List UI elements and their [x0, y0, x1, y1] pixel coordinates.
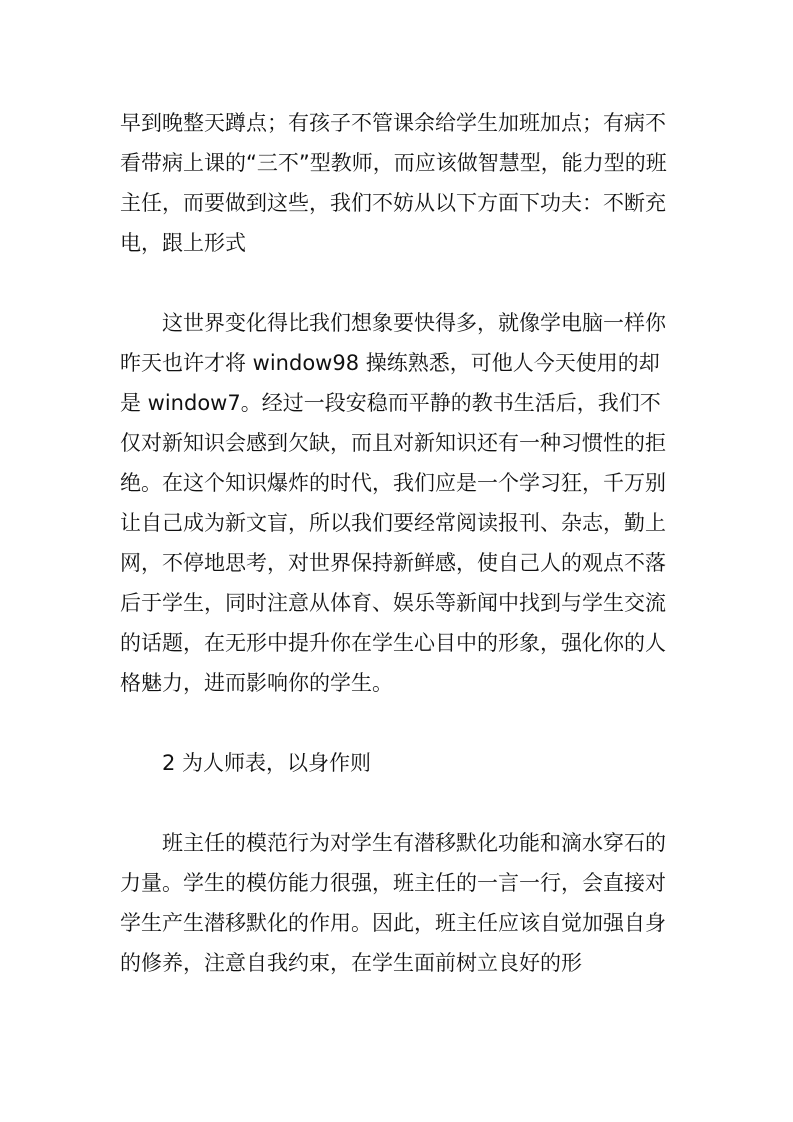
document-body: [120, 103, 680, 983]
paragraph-continuation: 早到晚整天蹲点；有孩子不管课余给学生加班加点；有病不看带病上课的“三不”型教师，而应该做智慧型，能力型的班主任，而要做到这些，我们不妨从以下方面下功夫：不断充电，跟上形式: [120, 111, 667, 255]
paragraph-body: 班主任的模范行为对学生有潜移默化功能和滴水穿石的力量。学生的模仿能力很强，班主任的一言一行，会直接对学生产生潜移默化的作用。因此，班主任应该自觉加强自身的修养，注意自我约束，在学生面前树立良好的形: [120, 831, 666, 975]
section-heading: 2 为人师表，以身作则: [162, 751, 372, 775]
paragraph-body: 这世界变化得比我们想象要快得多，就像学电脑一样你昨天也许才将 window98 操练熟悉，可他人今天使用的却是 window7。经过一段安稳而平静的教书生活后，我们不仅对新知识会感到欠缺，而且对新知识还有一种习惯性的拒绝。在这个知识爆炸的时代，我们应是一个学习狂，千万别让自己成为新文盲，所以我们要经常阅读报刊、杂志，勤上网，不停地思考，对世界保持新鲜感，使自己人的观点不落后于学生，同时注意从体育、娱乐等新闻中找到与学生交流的话题，在无形中提升你在学生心目中的形象，强化你的人格魅力，进而影响你的学生。: [120, 311, 666, 695]
